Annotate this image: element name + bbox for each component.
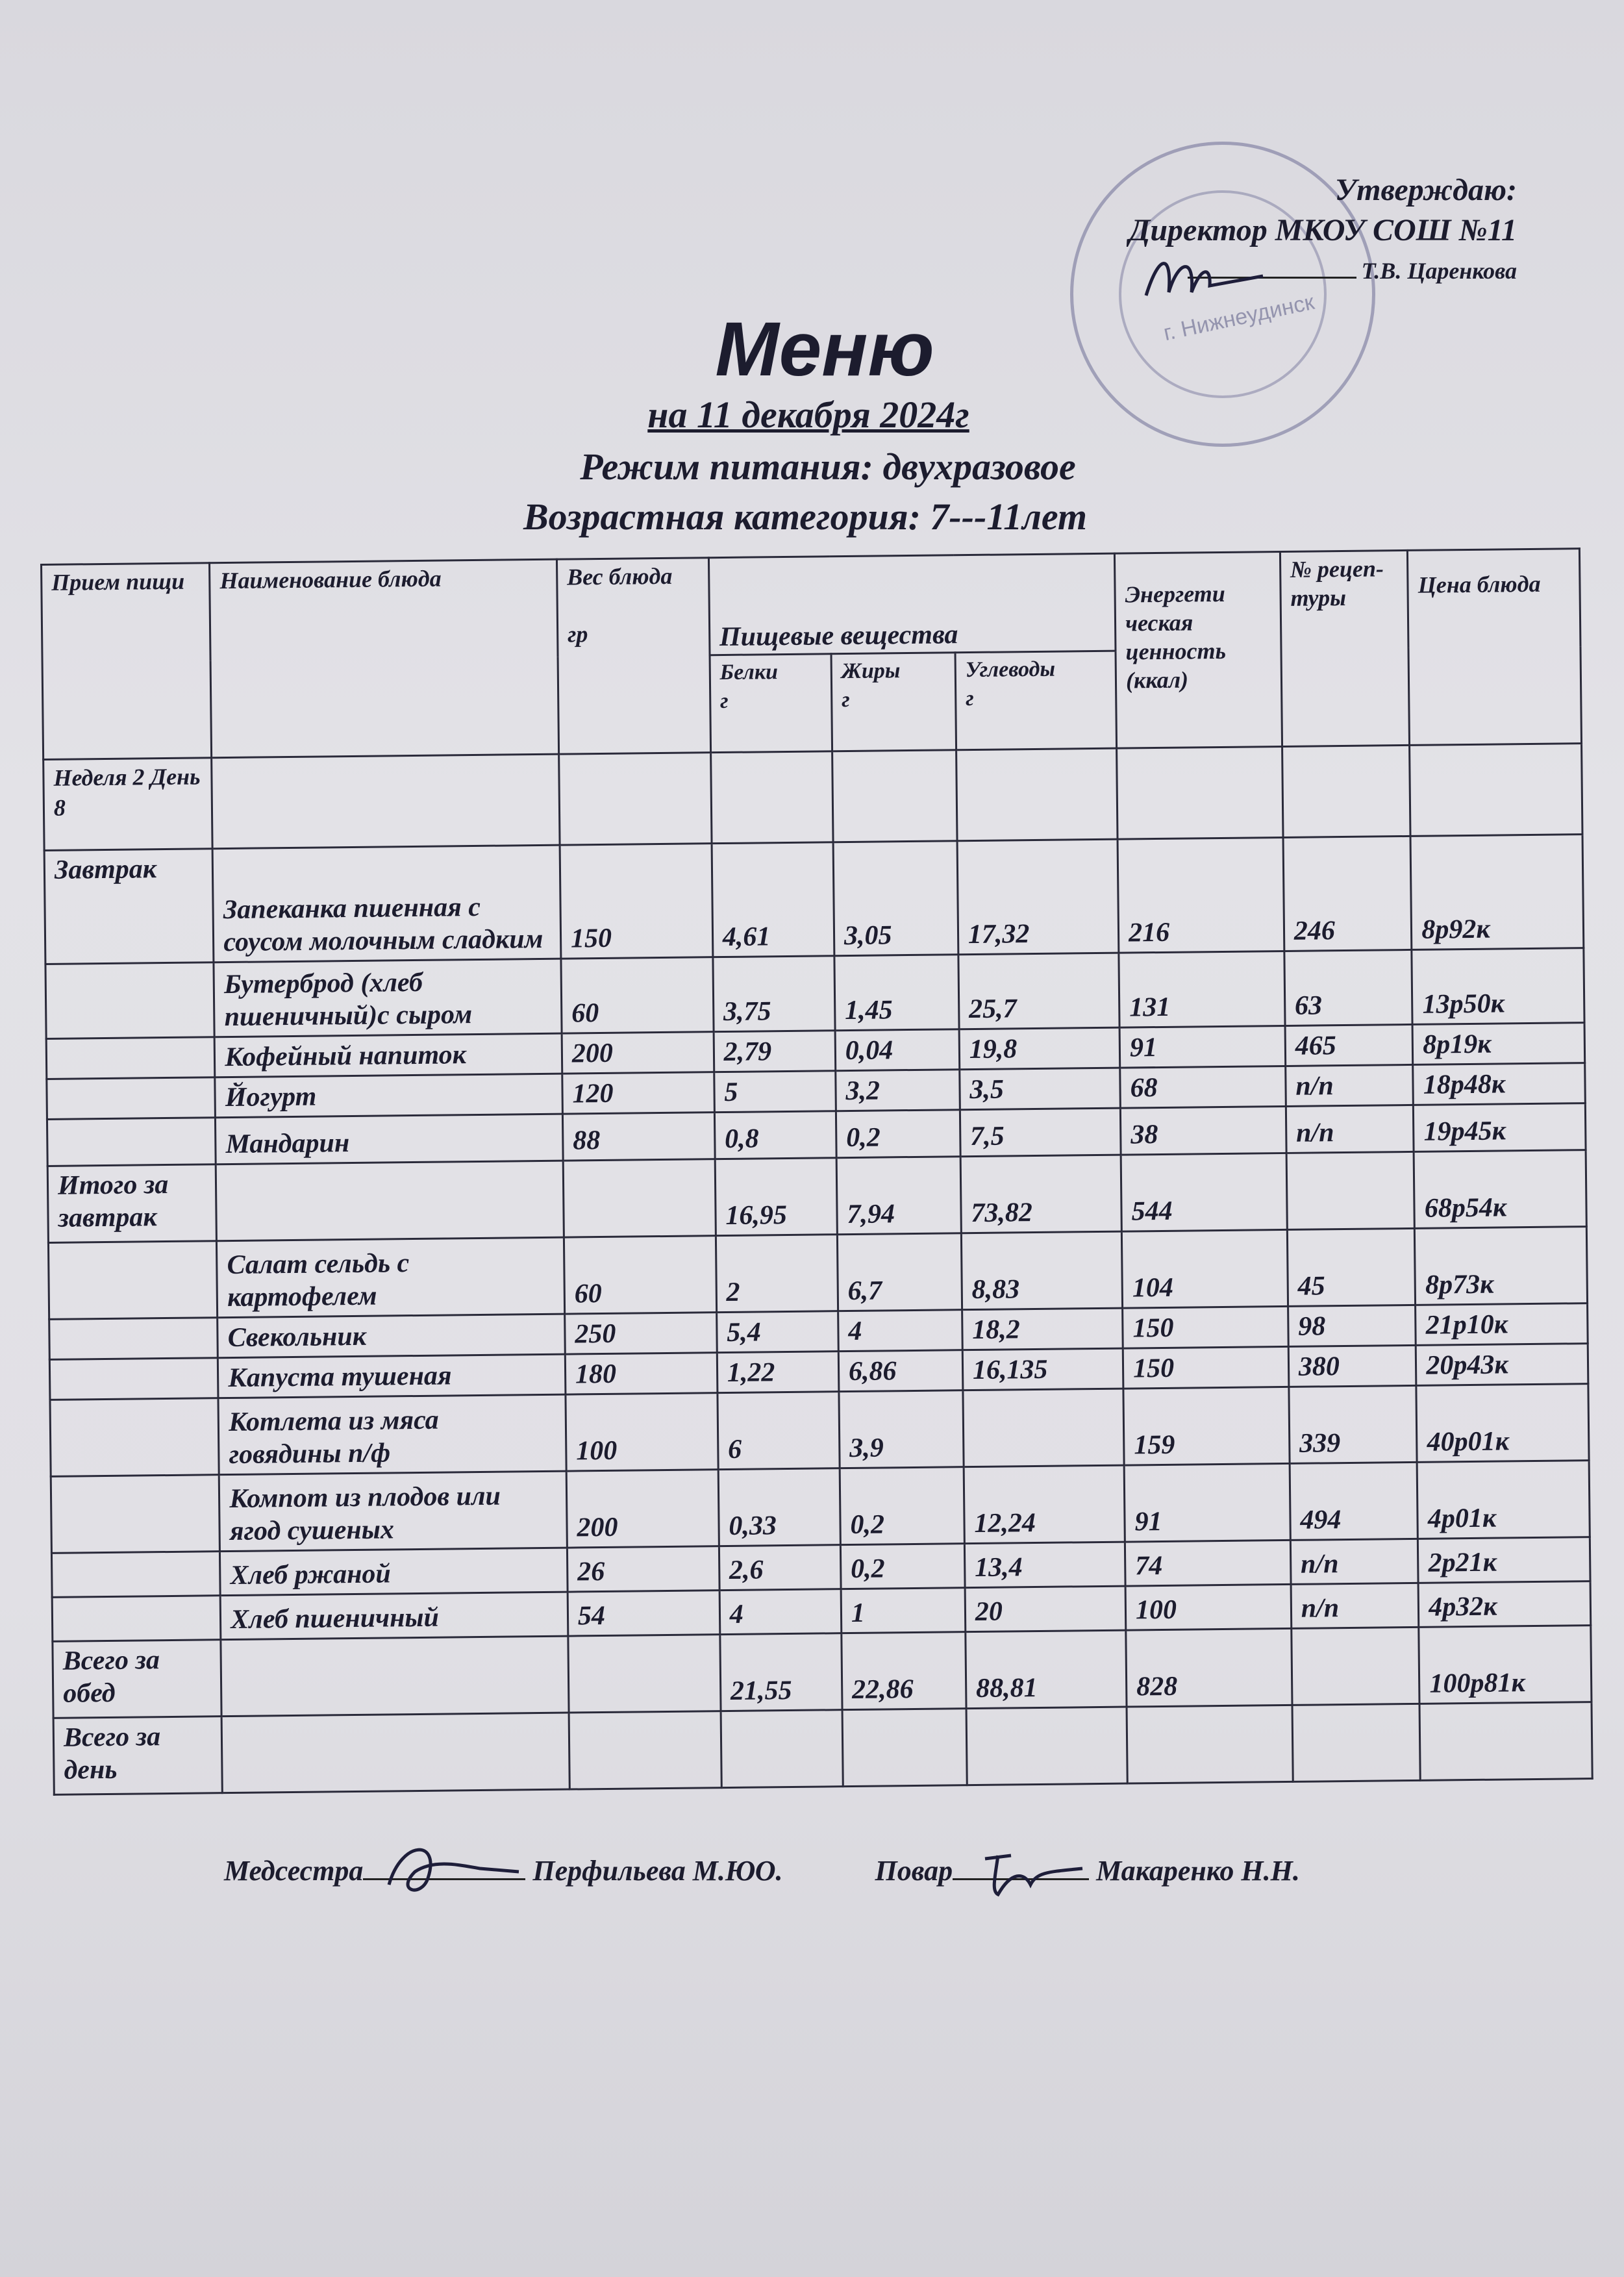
cell-weight (563, 1159, 716, 1237)
cell-meal (50, 1398, 219, 1477)
cell-protein: 21,55 (720, 1633, 842, 1711)
nurse-label: Медсестра (224, 1855, 364, 1887)
cell-meal (46, 1037, 215, 1079)
cell-carbs: 88,81 (966, 1630, 1127, 1709)
cell-energy: 104 (1121, 1229, 1288, 1308)
cell-meal (47, 1118, 216, 1166)
cell-fat: 22,86 (842, 1632, 966, 1710)
cell-price: 19р45к (1414, 1103, 1586, 1152)
cell-recipe: п/п (1290, 1539, 1418, 1584)
cell-energy (1127, 1705, 1293, 1783)
cook-name: Макаренко Н.Н. (1096, 1855, 1300, 1887)
cell-meal (51, 1552, 220, 1598)
header-dish: Наименование блюда (210, 559, 559, 758)
cell-price: 4р32к (1418, 1581, 1590, 1628)
cell-weight: 180 (565, 1353, 717, 1394)
header-meal: Прием пищи (42, 563, 212, 760)
cell-price: 21р10к (1416, 1303, 1588, 1346)
stamp-text: г. Нижнеудинск (1161, 289, 1317, 346)
cell-dish: Мандарин (216, 1114, 563, 1164)
nurse-signature-line (363, 1878, 525, 1880)
cell-fat: 1 (841, 1588, 966, 1633)
cell-price: 20р43к (1416, 1344, 1588, 1386)
cell-recipe (1286, 1151, 1415, 1229)
cell-weight: 200 (566, 1470, 719, 1548)
cell-carbs: 7,5 (960, 1108, 1121, 1157)
header-energy: Энергети ческая ценность (ккал) (1114, 552, 1282, 749)
cell-recipe: 339 (1289, 1385, 1418, 1463)
cell-price: 8р19к (1412, 1023, 1584, 1065)
cell-fat: 6,86 (838, 1350, 963, 1392)
cell-price (1419, 1702, 1592, 1781)
meal-mode: Режим питания: двухразовое (580, 446, 1076, 488)
cell-recipe: 380 (1288, 1345, 1416, 1387)
cell-carbs: 19,8 (959, 1027, 1120, 1070)
cell-meal (45, 962, 214, 1039)
cell-fat: 0,2 (840, 1544, 965, 1589)
cell-carbs: 16,135 (962, 1348, 1123, 1390)
cell-dish: Салат сельдь с картофелем (217, 1237, 565, 1318)
cell-recipe: 98 (1288, 1305, 1416, 1346)
cell-price: 8р73к (1415, 1227, 1588, 1305)
cell-dish: Компот из плодов или ягод сушеных (219, 1471, 567, 1552)
cell-price: 13р50к (1412, 948, 1584, 1025)
cell-dish: Хлеб пшеничный (220, 1592, 568, 1640)
cell-energy: 100 (1125, 1584, 1291, 1630)
cell-energy: 131 (1119, 951, 1285, 1027)
cell-fat (842, 1709, 967, 1787)
header-carbs: Углеводы г (955, 651, 1117, 750)
cell-carbs: 8,83 (961, 1231, 1122, 1310)
cell-dish (221, 1636, 569, 1717)
cell-protein: 2 (716, 1235, 838, 1313)
cell-recipe: п/п (1291, 1583, 1419, 1628)
menu-table (40, 547, 1593, 1796)
header-nutrients: Пищевые вещества (708, 553, 1116, 655)
cell-fat: 0,2 (840, 1467, 964, 1545)
cell-price: 100р81к (1419, 1626, 1592, 1704)
cell-protein: 5 (714, 1071, 836, 1113)
cell-recipe (1292, 1627, 1420, 1705)
cell-recipe: 494 (1290, 1462, 1418, 1540)
header-fat: Жиры г (831, 653, 956, 751)
cell-weight (569, 1711, 721, 1789)
cell-protein: 2,79 (714, 1031, 836, 1072)
cell-price: 2р21к (1418, 1537, 1590, 1583)
director-signature (1133, 240, 1276, 312)
cell-dish: Котлета из мяса говядины п/ф (218, 1394, 566, 1475)
header-weight-unit: гр (567, 621, 588, 648)
cell-meal (49, 1358, 218, 1400)
cell-dish: Кофейный напиток (214, 1033, 562, 1077)
cell-meal: Итого за завтрак (47, 1164, 216, 1243)
cell-weight: 150 (560, 844, 713, 959)
cell-meal (48, 1241, 217, 1320)
cell-dish: Капуста тушеная (218, 1354, 566, 1398)
header-recipe: № рецеп-туры (1280, 550, 1410, 746)
week-day-row (44, 744, 1582, 851)
cell-protein: 4,61 (712, 842, 834, 957)
cook-signature (959, 1833, 1089, 1911)
menu-date: на 11 декабря 2024г (647, 394, 969, 436)
cell-dish (216, 1161, 564, 1241)
cell-carbs: 12,24 (964, 1465, 1125, 1544)
nurse-signature (369, 1833, 525, 1911)
cell-energy: 74 (1125, 1540, 1290, 1586)
cell-fat: 3,2 (836, 1070, 960, 1111)
cell-energy: 91 (1124, 1463, 1290, 1542)
cell-dish (221, 1713, 569, 1793)
cell-weight: 60 (564, 1236, 716, 1314)
cook-signature-line (953, 1878, 1089, 1880)
table-row (44, 835, 1584, 964)
cell-carbs (963, 1389, 1124, 1467)
cell-fat: 1,45 (834, 955, 959, 1031)
cell-weight: 200 (562, 1032, 714, 1074)
cell-carbs: 73,82 (960, 1155, 1121, 1233)
cell-dish: Хлеб ржаной (220, 1548, 568, 1596)
cell-price: 8р92к (1410, 835, 1583, 950)
cell-energy: 38 (1120, 1106, 1286, 1155)
cell-carbs: 25,7 (958, 953, 1119, 1029)
table-header-row (42, 549, 1580, 662)
cell-recipe: п/п (1286, 1105, 1414, 1153)
cell-recipe: 45 (1287, 1228, 1416, 1306)
cell-protein: 16,95 (715, 1158, 837, 1236)
cell-weight: 88 (562, 1113, 715, 1161)
cell-carbs: 13,4 (964, 1542, 1125, 1588)
cell-price: 18р48к (1413, 1063, 1585, 1105)
cell-carbs: 17,32 (957, 839, 1119, 955)
cell-meal (51, 1475, 219, 1554)
cell-weight: 60 (561, 957, 714, 1033)
week-day-label: Неделя 2 День 8 (44, 758, 213, 851)
cell-price: 68р54к (1414, 1150, 1586, 1229)
cell-energy: 150 (1123, 1346, 1288, 1389)
cell-fat: 0,04 (835, 1029, 960, 1071)
cell-protein: 3,75 (713, 956, 835, 1032)
cell-meal (52, 1596, 221, 1642)
cell-energy: 91 (1119, 1025, 1285, 1068)
cell-recipe: 63 (1284, 950, 1413, 1025)
cell-fat: 6,7 (837, 1233, 962, 1311)
cell-energy: 68 (1120, 1066, 1286, 1108)
cell-protein: 6 (718, 1392, 840, 1470)
page-title: Меню (715, 307, 934, 392)
cell-price: 4р01к (1417, 1461, 1590, 1539)
cell-recipe: 465 (1285, 1024, 1413, 1066)
cell-dish: Бутерброд (хлеб пшеничный)с сыром (214, 959, 562, 1037)
cell-energy: 150 (1123, 1306, 1288, 1348)
cell-weight: 26 (567, 1546, 719, 1592)
cell-dish: Запеканка пшенная с соусом молочным сладким (212, 845, 560, 962)
cell-meal: Всего за день (53, 1717, 222, 1795)
cell-fat: 3,9 (839, 1390, 964, 1468)
cell-meal: Всего за обед (53, 1640, 221, 1718)
cell-protein: 2,6 (719, 1545, 841, 1591)
cell-carbs (966, 1707, 1127, 1785)
nurse-name: Перфильева М.ЮО. (532, 1855, 783, 1887)
cell-meal: Завтрак (44, 849, 214, 964)
cell-weight (568, 1635, 721, 1713)
cell-weight: 100 (566, 1393, 718, 1471)
cell-weight: 54 (568, 1591, 720, 1636)
signatures-footer (224, 1854, 1300, 1887)
header-weight: Вес блюда гр (556, 558, 710, 754)
header-protein: Белки г (710, 654, 832, 753)
cell-dish: Свекольник (218, 1314, 565, 1358)
cell-protein: 0,8 (714, 1111, 836, 1159)
cell-meal (47, 1077, 216, 1120)
cell-energy: 159 (1123, 1387, 1290, 1465)
cell-protein: 0,33 (718, 1468, 840, 1546)
cell-recipe: п/п (1286, 1064, 1414, 1106)
cell-carbs: 18,2 (962, 1308, 1123, 1350)
director-name: Т.В. Царенкова (1361, 258, 1517, 284)
cell-weight: 120 (562, 1072, 714, 1114)
cell-fat: 7,94 (836, 1157, 961, 1235)
cell-recipe: 246 (1283, 836, 1412, 951)
cell-meal (49, 1318, 218, 1360)
director-title: Директор МКОУ СОШ №11 (1129, 213, 1517, 247)
cell-protein (721, 1710, 843, 1788)
cell-fat: 3,05 (833, 841, 958, 956)
table-row (53, 1702, 1592, 1795)
cell-energy: 544 (1121, 1153, 1287, 1231)
age-category: Возрастная категория: 7---11лет (523, 496, 1087, 538)
cook-label: Повар (875, 1855, 953, 1887)
cell-dish: Йогурт (215, 1074, 562, 1118)
cell-energy: 216 (1118, 837, 1284, 953)
cell-protein: 5,4 (716, 1311, 838, 1353)
cell-weight: 250 (565, 1313, 717, 1354)
cell-energy: 828 (1126, 1628, 1292, 1707)
cell-carbs: 3,5 (960, 1068, 1121, 1110)
cell-fat: 4 (838, 1310, 962, 1352)
cell-fat: 0,2 (836, 1110, 960, 1158)
cell-price: 40р01к (1416, 1384, 1589, 1463)
cell-recipe (1292, 1704, 1421, 1781)
cell-protein: 1,22 (717, 1352, 839, 1393)
header-price: Цена блюда (1408, 549, 1582, 746)
cell-protein: 4 (719, 1589, 842, 1635)
cell-carbs: 20 (965, 1586, 1126, 1632)
approve-label: Утверждаю: (1334, 173, 1517, 207)
